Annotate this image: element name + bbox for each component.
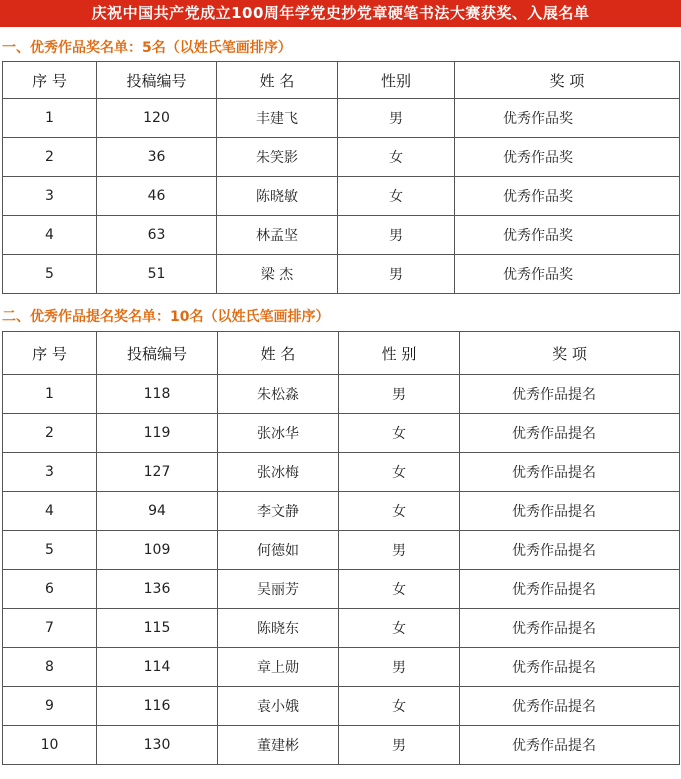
page-title-banner: 庆祝中国共产党成立100周年学党史抄党章硬笔书法大赛获奖、入展名单 [0,0,681,27]
table-row [3,99,680,138]
table-row [3,726,680,765]
excellent-award-table [2,61,680,294]
table-row [3,216,680,255]
cell-award: 优秀作品提名 [460,492,680,531]
cell-entry-number: 119 [97,414,218,453]
cell-award: 优秀作品奖 [455,216,680,255]
header-award: 奖 项 [460,332,680,375]
cell-index: 2 [3,138,97,177]
cell-entry-number: 109 [97,531,218,570]
section-heading-nomination: 二、优秀作品提名奖名单：10名（以姓氏笔画排序） [2,309,330,325]
cell-name: 何德如 [218,531,339,570]
excellent-award-rows [3,99,680,294]
cell-award: 优秀作品提名 [460,414,680,453]
cell-entry-number: 118 [97,375,218,414]
header-index: 序 号 [3,62,97,99]
cell-entry-number: 114 [97,648,218,687]
nomination-award-rows [3,375,680,765]
header-gender: 性 别 [339,332,460,375]
cell-index: 5 [3,255,97,294]
cell-award: 优秀作品提名 [460,648,680,687]
table-row [3,138,680,177]
table-row [3,414,680,453]
cell-entry-number: 115 [97,609,218,648]
cell-award: 优秀作品提名 [460,531,680,570]
header-index: 序 号 [3,332,97,375]
table-row [3,453,680,492]
header-name: 姓 名 [218,332,339,375]
cell-name: 张冰华 [218,414,339,453]
header-award: 奖 项 [455,62,680,99]
table-header-row [3,332,680,375]
cell-award: 优秀作品奖 [455,255,680,294]
cell-entry-number: 120 [97,99,217,138]
nomination-award-table [2,331,680,765]
cell-gender: 女 [339,570,460,609]
cell-name: 章上勋 [218,648,339,687]
cell-gender: 女 [338,138,455,177]
cell-index: 1 [3,375,97,414]
cell-entry-number: 51 [97,255,217,294]
cell-index: 3 [3,453,97,492]
cell-award: 优秀作品奖 [455,99,680,138]
cell-gender: 女 [338,177,455,216]
cell-gender: 男 [338,99,455,138]
header-entry-number: 投稿编号 [97,62,217,99]
table-row [3,375,680,414]
cell-award: 优秀作品提名 [460,375,680,414]
cell-name: 袁小娥 [218,687,339,726]
cell-gender: 女 [339,414,460,453]
table-row [3,609,680,648]
cell-name: 李文静 [218,492,339,531]
cell-entry-number: 46 [97,177,217,216]
cell-gender: 男 [339,726,460,765]
cell-entry-number: 116 [97,687,218,726]
cell-gender: 女 [339,453,460,492]
cell-index: 10 [3,726,97,765]
cell-entry-number: 127 [97,453,218,492]
cell-gender: 女 [339,687,460,726]
cell-award: 优秀作品提名 [460,453,680,492]
section-heading-excellent: 一、优秀作品奖名单：5名（以姓氏笔画排序） [2,40,292,56]
cell-index: 5 [3,531,97,570]
table-row [3,177,680,216]
cell-entry-number: 130 [97,726,218,765]
cell-index: 9 [3,687,97,726]
cell-index: 4 [3,216,97,255]
table-row [3,648,680,687]
cell-entry-number: 136 [97,570,218,609]
cell-index: 4 [3,492,97,531]
cell-entry-number: 63 [97,216,217,255]
cell-name: 陈晓敏 [217,177,338,216]
cell-index: 2 [3,414,97,453]
cell-name: 董建彬 [218,726,339,765]
cell-gender: 女 [339,609,460,648]
cell-award: 优秀作品提名 [460,726,680,765]
table-row [3,531,680,570]
cell-index: 8 [3,648,97,687]
cell-gender: 男 [339,375,460,414]
table-header-row [3,62,680,99]
cell-gender: 男 [339,531,460,570]
table-row [3,687,680,726]
cell-name: 林孟坚 [217,216,338,255]
cell-entry-number: 36 [97,138,217,177]
cell-index: 1 [3,99,97,138]
cell-award: 优秀作品奖 [455,177,680,216]
header-gender: 性别 [338,62,455,99]
table-row [3,255,680,294]
cell-name: 梁 杰 [217,255,338,294]
cell-index: 7 [3,609,97,648]
cell-award: 优秀作品奖 [455,138,680,177]
cell-gender: 男 [339,648,460,687]
header-name: 姓 名 [217,62,338,99]
table-row [3,492,680,531]
cell-gender: 女 [339,492,460,531]
cell-name: 陈晓东 [218,609,339,648]
cell-entry-number: 94 [97,492,218,531]
cell-award: 优秀作品提名 [460,609,680,648]
cell-gender: 男 [338,255,455,294]
table-row [3,570,680,609]
cell-name: 吴丽芳 [218,570,339,609]
cell-award: 优秀作品提名 [460,570,680,609]
cell-name: 朱笑影 [217,138,338,177]
cell-gender: 男 [338,216,455,255]
cell-index: 3 [3,177,97,216]
cell-name: 张冰梅 [218,453,339,492]
cell-index: 6 [3,570,97,609]
header-entry-number: 投稿编号 [97,332,218,375]
cell-name: 朱松淼 [218,375,339,414]
cell-name: 丰建飞 [217,99,338,138]
cell-award: 优秀作品提名 [460,687,680,726]
